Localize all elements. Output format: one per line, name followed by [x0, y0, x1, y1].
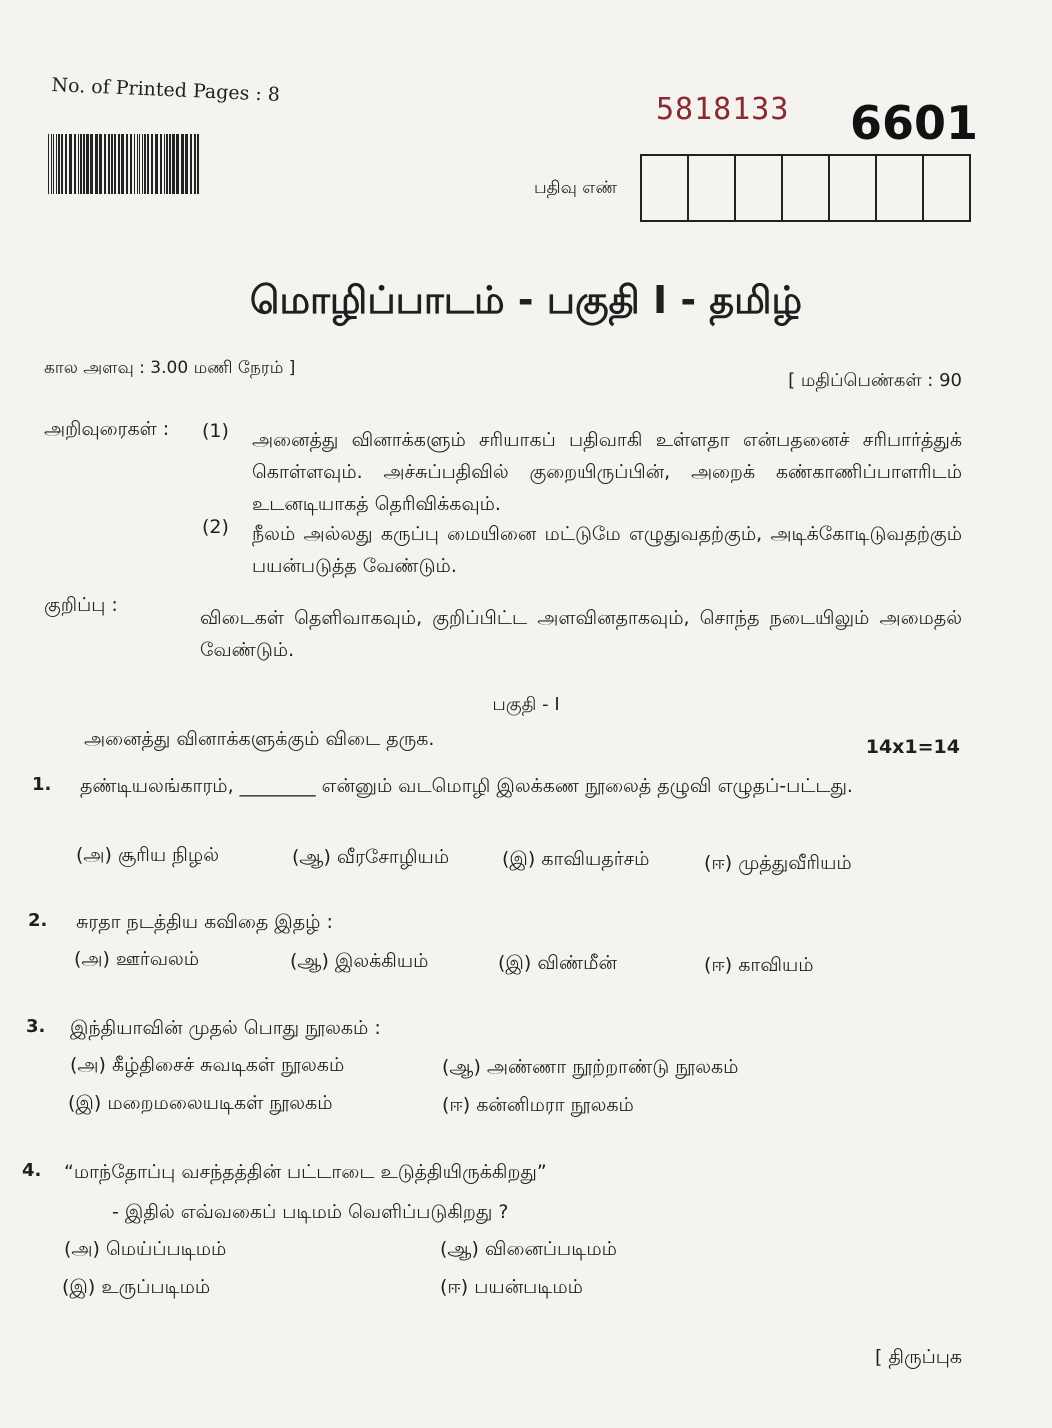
- option: (இ) காவியதர்சம்: [502, 848, 650, 870]
- question-subtext: - இதில் எவ்வகைப் படிமம் வெளிப்படுகிறது ?: [112, 1201, 509, 1223]
- paper-code: 6601: [850, 96, 979, 150]
- question-number: 4.: [22, 1160, 42, 1181]
- question-number: 2.: [28, 910, 48, 931]
- option: (அ) கீழ்திசைச் சுவடிகள் நூலகம்: [70, 1054, 345, 1076]
- exam-duration: கால அளவு : 3.00 மணி நேரம் ]: [44, 358, 296, 378]
- option: (ஆ) அண்ணா நூற்றாண்டு நூலகம்: [442, 1056, 739, 1078]
- turn-over-label: [ திருப்புக: [874, 1346, 962, 1368]
- total-marks: [ மதிப்பெண்கள் : 90: [788, 370, 962, 391]
- option: (ஈ) பயன்படிமம்: [440, 1276, 583, 1298]
- option: (அ) மெய்ப்படிமம்: [64, 1238, 227, 1260]
- option: (ஈ) முத்துவீரியம்: [704, 852, 852, 874]
- barcode-image: [48, 134, 200, 194]
- register-number-boxes[interactable]: [640, 154, 971, 222]
- note-label: குறிப்பு :: [44, 594, 118, 616]
- option: (அ) ஊர்வலம்: [74, 948, 200, 970]
- question-number: 1.: [32, 774, 52, 795]
- instructions-label: அறிவுரைகள் :: [44, 418, 170, 440]
- register-digit-box[interactable]: [642, 156, 689, 220]
- instruction-number: (1): [202, 420, 229, 442]
- option: (ஈ) கன்னிமரா நூலகம்: [442, 1094, 634, 1116]
- option: (அ) சூரிய நிழல்: [76, 844, 219, 866]
- option: (ஈ) காவியம்: [704, 954, 814, 976]
- instruction-text: நீலம் அல்லது கருப்பு மையினை மட்டுமே எழுதுவதற்கும், அடிக்கோடிடுவதற்கும் பயன்படுத்த வேண்டும்.: [252, 523, 962, 577]
- question-text: இந்தியாவின் முதல் பொது நூலகம் :: [70, 1017, 381, 1039]
- option: (இ) விண்மீன்: [498, 952, 617, 974]
- register-digit-box[interactable]: [877, 156, 924, 220]
- instruction-text: அனைத்து வினாக்களும் சரியாகப் பதிவாகி உள்ளதா என்பதனைச் சரிபார்த்துக் கொள்ளவும். அச்சுப்பதிவில் குறையிருப்பின், அறைக் கண்காணிப்பாளரிடம் உடனடியாகத் தெரிவிக்கவும்.: [252, 429, 962, 515]
- section-instruction: அனைத்து வினாக்களுக்கும் விடை தருக.: [84, 728, 435, 750]
- option: (ஆ) இலக்கியம்: [290, 950, 429, 972]
- note-text: விடைகள் தெளிவாகவும், குறிப்பிட்ட அளவினதாகவும், சொந்த நடையிலும் அமைதல் வேண்டும்.: [200, 607, 962, 661]
- option: (இ) மறைமலையடிகள் நூலகம்: [68, 1092, 333, 1114]
- register-number-label: பதிவு எண்: [534, 178, 618, 198]
- instruction-number: (2): [202, 516, 229, 538]
- paper-title: மொழிப்பாடம் - பகுதி I - தமிழ்: [249, 278, 803, 322]
- register-digit-box[interactable]: [924, 156, 969, 220]
- register-digit-box[interactable]: [689, 156, 736, 220]
- option: (இ) உருப்படிமம்: [62, 1276, 211, 1298]
- option: (ஆ) வினைப்படிமம்: [440, 1238, 617, 1260]
- register-digit-box[interactable]: [736, 156, 783, 220]
- register-digit-box[interactable]: [783, 156, 830, 220]
- question-text: தண்டியலங்காரம், ________ என்னும் வடமொழி இலக்கண நூலைத் தழுவி எழுதப்-பட்டது.: [80, 775, 853, 797]
- question-number: 3.: [26, 1016, 46, 1037]
- serial-number: 5818133: [656, 92, 790, 127]
- section-title: பகுதி - I: [492, 694, 560, 715]
- option: (ஆ) வீரசோழியம்: [292, 846, 450, 868]
- question-text: சுரதா நடத்திய கவிதை இதழ் :: [76, 911, 333, 933]
- section-marks: 14x1=14: [865, 736, 960, 758]
- question-text: “மாந்தோப்பு வசந்தத்தின் பட்டாடை உடுத்தியிருக்கிறது”: [64, 1161, 547, 1183]
- printed-pages-label: No. of Printed Pages : 8: [51, 74, 281, 106]
- register-digit-box[interactable]: [830, 156, 877, 220]
